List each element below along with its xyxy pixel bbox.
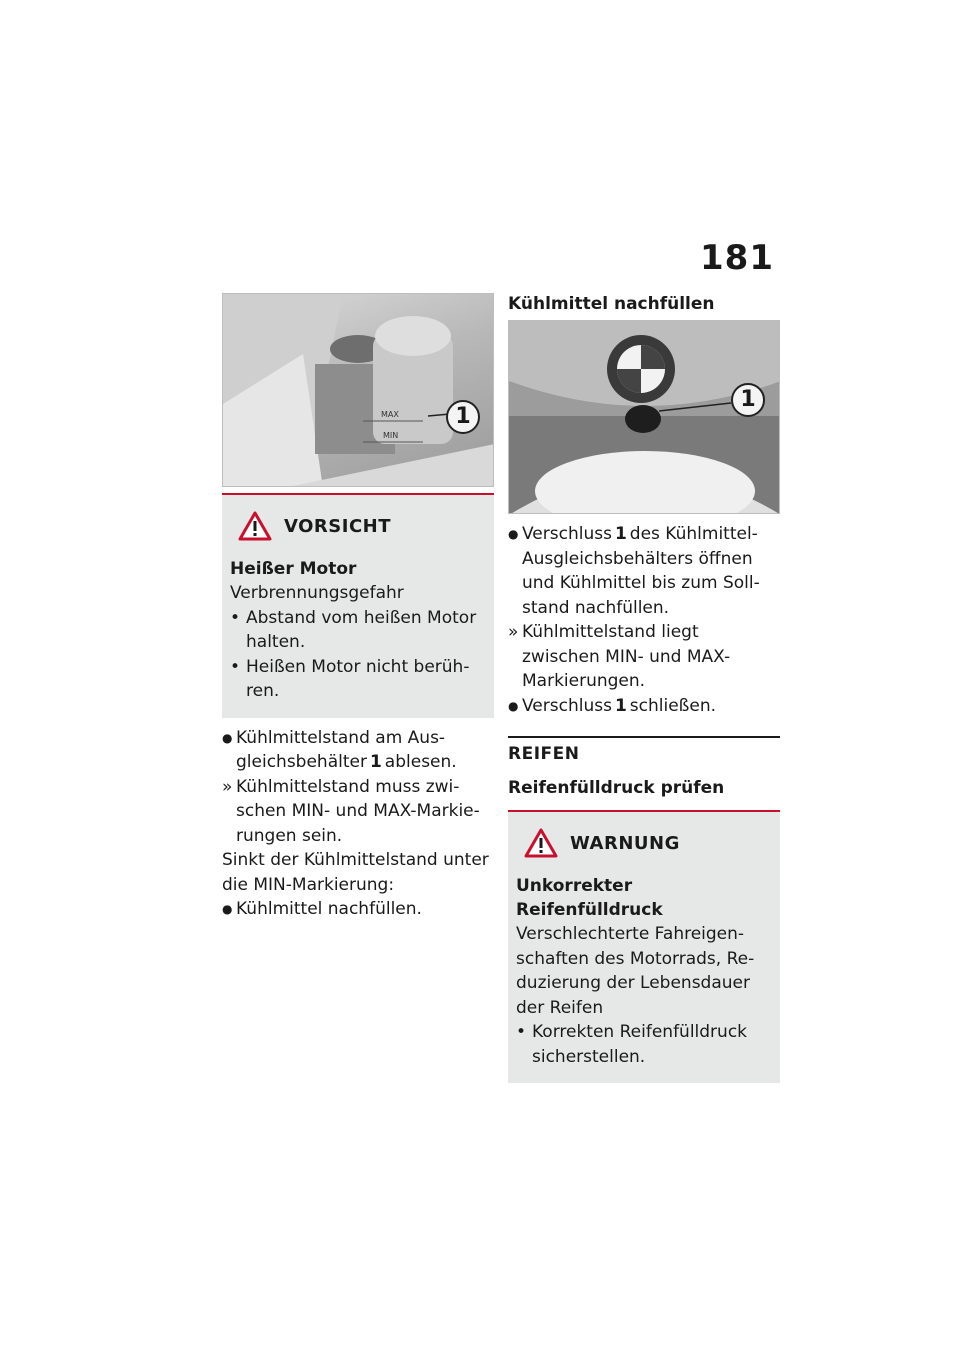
- section-title: REIFEN: [508, 736, 780, 766]
- refill-heading: Kühlmittel nachfüllen: [508, 294, 715, 314]
- caution-subtitle: Heißer Motor: [230, 559, 357, 579]
- warning-consequence: Verschlechterte Fahreigen-schaften des Motorrads, Re-duzierung der Lebensdauer der Reifen: [516, 924, 755, 1018]
- subsection-title: Reifenfülldruck prüfen: [508, 778, 725, 798]
- caution-item: • Abstand vom heißen Motor halten.: [230, 606, 484, 655]
- warning-triangle-icon: [238, 511, 272, 541]
- warning-item: • Korrekten Reifenfülldruck sicherstellen.: [516, 1020, 770, 1069]
- step-read-level: ● Kühlmittelstand am Aus-gleichsbehälter 1 ablesen.: [222, 726, 494, 775]
- min-mark: MIN: [383, 431, 399, 440]
- warning-triangle-icon: [524, 828, 558, 858]
- result-level-between: » Kühlmittelstand liegt zwischen MIN- und MAX-Markierungen.: [508, 620, 780, 694]
- coolant-reservoir-image: [223, 294, 494, 487]
- step-refill: ● Kühlmittel nachfüllen.: [222, 897, 494, 922]
- caution-item: • Heißen Motor nicht berüh-ren.: [230, 655, 484, 704]
- condition-text: Sinkt der Kühlmittelstand unter die MIN-Markierung:: [222, 850, 489, 895]
- callout-1: 1: [731, 383, 765, 417]
- max-mark: MAX: [381, 410, 399, 419]
- right-column: [508, 292, 780, 1083]
- warning-subtitle: Unkorrekter Reifenfülldruck: [516, 876, 663, 920]
- result-level-range: » Kühlmittelstand muss zwi-schen MIN- und MAX-Markie-rungen sein.: [222, 775, 494, 849]
- step-open-cap: ● Verschluss 1 des Kühlmittel-Ausgleichsbehälters öffnen und Kühlmittel bis zum Soll-stand nachfüllen.: [508, 522, 780, 620]
- bmw-logo-image: [509, 321, 780, 514]
- callout-1: 1: [446, 400, 480, 434]
- bmw-figure: [508, 320, 780, 514]
- coolant-reservoir-figure: [222, 293, 494, 487]
- warning-box: [508, 810, 780, 1083]
- left-column: [222, 293, 494, 922]
- caution-title: VORSICHT: [284, 515, 391, 537]
- step-close-cap: ● Verschluss 1 schließen.: [508, 694, 780, 719]
- page-number: 181: [700, 238, 774, 278]
- caution-box: [222, 493, 494, 718]
- warning-title: WARNUNG: [570, 832, 680, 854]
- caution-consequence: Verbrennungsgefahr: [230, 583, 404, 603]
